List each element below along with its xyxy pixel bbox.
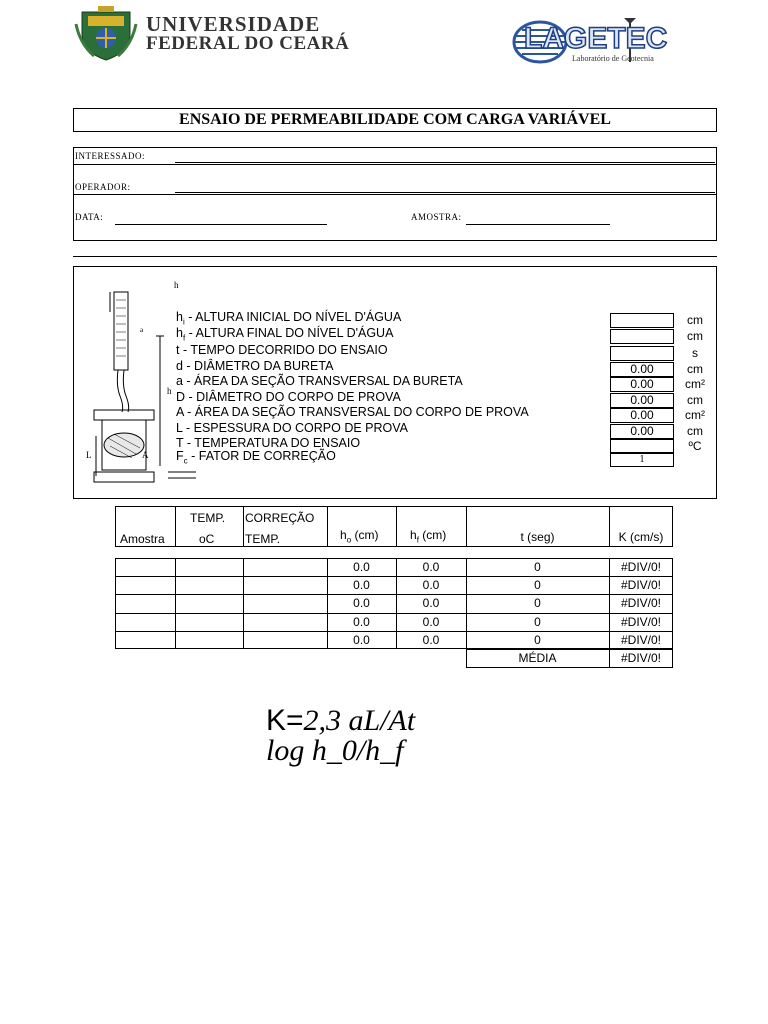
parameter-unit: ºC	[688, 439, 702, 453]
header-temp-bottom: oC	[199, 532, 215, 546]
diagram-label-h2: h	[167, 386, 172, 396]
parameter-value-cell[interactable]: 0.00	[610, 393, 674, 408]
table-cell-ho[interactable]: 0.0	[353, 633, 370, 647]
diagram-label-L: L	[86, 450, 92, 460]
parameter-description: - ÁREA DA SEÇÃO TRANSVERSAL DO CORPO DE PROVA	[183, 405, 529, 419]
table-cell-k[interactable]: #DIV/0!	[620, 633, 662, 647]
formula-line1-rest: 2,3 aL/At	[303, 704, 416, 737]
diagram-label-h: h	[174, 280, 179, 290]
header-hf	[410, 528, 446, 544]
page-title: ENSAIO DE PERMEABILIDADE COM CARGA VARIÁVEL	[179, 111, 611, 128]
header-ho-subscript: o	[346, 535, 352, 545]
parameter-description: - DIÂMETRO DO CORPO DE PROVA	[185, 390, 401, 404]
media-value: #DIV/0!	[620, 651, 662, 665]
table-cell-k[interactable]: #DIV/0!	[620, 578, 662, 592]
parameter-symbol: d	[176, 359, 183, 373]
university-name-line1: UNIVERSIDADE	[146, 12, 321, 36]
table-cell-hf[interactable]: 0.0	[422, 596, 440, 610]
header-hf-symbol: h	[410, 528, 417, 542]
parameter-symbol: h	[176, 326, 183, 340]
table-cell-t[interactable]: 0	[534, 560, 541, 574]
operador-label: OPERADOR:	[75, 182, 131, 192]
table-cell-ho[interactable]: 0.0	[353, 615, 370, 629]
table-cell-k[interactable]: #DIV/0!	[620, 615, 662, 629]
table-cell-t[interactable]: 0	[534, 596, 541, 610]
table-row-divider	[115, 631, 673, 632]
table-cell-ho[interactable]: 0.0	[353, 578, 370, 592]
formula-line2: log h_0/h_f	[266, 734, 404, 767]
table-header-divider	[327, 506, 328, 547]
table-cell-ho[interactable]: 0.0	[353, 596, 370, 610]
parameter-row	[176, 374, 463, 388]
table-cell-t[interactable]: 0	[534, 633, 541, 647]
parameter-symbol: t	[176, 343, 180, 357]
parameter-row	[176, 326, 393, 343]
operador-field[interactable]	[175, 192, 715, 193]
lagetec-subtitle: Laboratório de Geotecnia	[572, 54, 654, 63]
diagram-label-A: A	[142, 450, 149, 460]
parameter-symbol: h	[176, 310, 183, 324]
table-row-divider	[115, 613, 673, 614]
table-col-divider	[243, 558, 244, 649]
parameter-symbol: L	[176, 421, 183, 435]
parameter-symbol: A	[176, 405, 184, 419]
parameter-unit: cm	[687, 393, 703, 407]
header-temp-top: TEMP.	[190, 511, 226, 525]
parameter-value-cell[interactable]: 0.00	[610, 377, 674, 392]
media-label: MÉDIA	[518, 651, 557, 665]
parameter-value-cell[interactable]: 1	[610, 452, 674, 467]
header-hf-unit: (cm)	[418, 528, 447, 542]
table-header-divider	[243, 506, 244, 547]
header-corr-top: CORREÇÃO	[245, 511, 315, 525]
table-row-divider	[115, 594, 673, 595]
table-cell-k[interactable]: #DIV/0!	[620, 596, 662, 610]
table-cell-k[interactable]: #DIV/0!	[620, 560, 662, 574]
parameter-description: - DIÂMETRO DA BURETA	[182, 359, 334, 373]
interessado-label: INTERESSADO:	[75, 151, 146, 161]
lagetec-logo-text: LAGETEC	[524, 22, 668, 55]
parameter-description: - TEMPERATURA DO ENSAIO	[183, 436, 361, 450]
parameter-row	[176, 359, 333, 373]
parameter-description: - ALTURA FINAL DO NÍVEL D'ÁGUA	[185, 326, 394, 340]
parameter-unit: s	[692, 346, 698, 360]
parameter-description: - ESPESSURA DO CORPO DE PROVA	[182, 421, 409, 435]
parameter-value-cell[interactable]: 0.00	[610, 424, 674, 439]
header-hf-subscript: f	[416, 535, 419, 545]
parameter-symbol: F	[176, 449, 184, 463]
parameter-symbol: T	[176, 436, 184, 450]
table-cell-hf[interactable]: 0.0	[422, 560, 440, 574]
parameter-unit: cm	[687, 313, 703, 327]
data-field[interactable]	[115, 224, 327, 225]
parameter-value-cell[interactable]: 0.00	[610, 408, 674, 423]
parameter-description: - ÁREA DA SEÇÃO TRANSVERSAL DA BURETA	[182, 374, 463, 388]
parameter-row	[176, 310, 401, 327]
interessado-field[interactable]	[175, 162, 715, 163]
table-cell-hf[interactable]: 0.0	[422, 615, 440, 629]
parameter-symbol: a	[176, 374, 183, 388]
header-amostra: Amostra	[120, 532, 165, 546]
table-cell-ho[interactable]: 0.0	[353, 560, 370, 574]
lagetec-logo	[510, 14, 682, 68]
header-ho-unit: (cm)	[351, 528, 379, 542]
parameter-value-cell[interactable]	[610, 313, 674, 328]
parameter-unit: cm	[687, 329, 703, 343]
amostra-label: AMOSTRA:	[411, 212, 462, 222]
parameter-row	[176, 436, 360, 450]
table-col-divider	[175, 558, 176, 649]
parameter-subscript: i	[182, 317, 185, 327]
formula-line1	[266, 704, 415, 738]
parameter-symbol: D	[176, 390, 186, 404]
table-header-divider	[175, 506, 176, 547]
amostra-field[interactable]	[466, 224, 610, 225]
parameter-unit: cm²	[685, 377, 705, 391]
data-label: DATA:	[75, 212, 104, 222]
parameter-row	[176, 343, 388, 357]
header-ho-symbol: h	[340, 528, 347, 542]
parameter-description: - ALTURA INICIAL DO NÍVEL D'ÁGUA	[184, 310, 402, 324]
parameter-row	[176, 405, 529, 419]
table-cell-t[interactable]: 0	[534, 578, 541, 592]
parameter-row	[176, 390, 401, 404]
parameter-subscript: f	[182, 333, 186, 343]
university-crest	[74, 4, 138, 62]
parameter-value-cell[interactable]	[610, 346, 674, 361]
parameter-description: - TEMPO DECORRIDO DO ENSAIO	[179, 343, 388, 357]
university-name-line2: FEDERAL DO CEARÁ	[146, 33, 350, 54]
formula-line1-prefix: K=	[266, 704, 304, 737]
parameter-description: - FATOR DE CORREÇÃO	[187, 449, 336, 463]
table-header-divider	[396, 506, 397, 547]
parameter-subscript: c	[183, 456, 188, 466]
parameter-unit: cm²	[685, 408, 705, 422]
parameter-value-cell[interactable]	[610, 329, 674, 344]
header-k: K (cm/s)	[618, 530, 664, 544]
parameter-row	[176, 449, 336, 466]
table-cell-hf[interactable]: 0.0	[422, 633, 440, 647]
header-corr-bottom: TEMP.	[245, 532, 281, 546]
diagram-label-a: a	[140, 326, 144, 334]
formula	[266, 704, 415, 768]
table-cell-hf[interactable]: 0.0	[422, 578, 440, 592]
parameter-row	[176, 421, 408, 435]
parameter-value-cell[interactable]: 0.00	[610, 362, 674, 377]
parameter-unit: cm	[687, 362, 703, 376]
table-row-divider	[115, 576, 673, 577]
header-ho	[340, 528, 378, 544]
table-cell-t[interactable]: 0	[534, 615, 541, 629]
parameter-unit: cm	[687, 424, 703, 438]
header-t: t (seg)	[520, 530, 555, 544]
